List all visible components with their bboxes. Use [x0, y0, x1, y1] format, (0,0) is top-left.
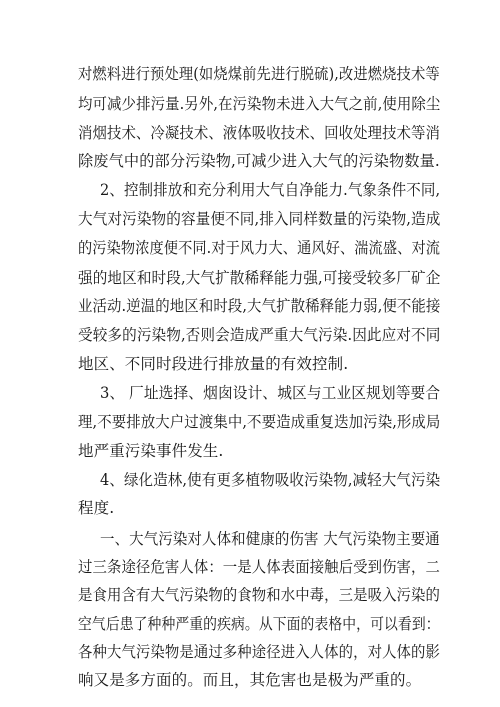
text-line: 地区、不同时段进行排放量的有效控制. [78, 355, 349, 373]
text-line: 4、绿化造林,使有更多植物吸收污染物,减轻大气污染 [100, 471, 441, 489]
text-line: 空气后患了种种严重的疾病。从下面的表格中，可以看到： [78, 615, 440, 633]
text-line: 3、 厂址选择、烟囱设计、城区与工业区规划等要合 [100, 384, 441, 402]
text-line: 除废气中的部分污染物,可减少进入大气的污染物数量. [78, 152, 440, 170]
text-line: 强的地区和时段,大气扩散稀释能力强,可接受较多厂矿企 [78, 269, 441, 287]
text-line: 各种大气污染物是通过多种途径进入人体的，对人体的影 [78, 643, 441, 661]
text-line: 是食用含有大气污染物的食物和水中毒，三是吸入污染的 [78, 586, 441, 604]
text-line: 对燃料进行预处理(如烧煤前先进行脱硫),改进燃烧技术等 [78, 65, 440, 83]
text-line: 2、控制排放和充分利用大气自净能力.气象条件不同, [100, 181, 441, 199]
text-line: 业活动.逆温的地区和时段,大气扩散稀释能力弱,便不能接 [78, 297, 441, 315]
text-line: 大气对污染物的容量便不同,排入同样数量的污染物,造成 [78, 210, 441, 228]
text-line: 地严重污染事件发生. [78, 442, 224, 460]
text-line: 的污染物浓度便不同.对于风力大、通风好、湍流盛、对流 [78, 239, 441, 257]
text-line: 理,不要排放大户过渡集中,不要造成重复迭加污染,形成局 [78, 413, 441, 431]
text-line: 均可减少排污量.另外,在污染物未进入大气之前,使用除尘 [78, 95, 441, 113]
text-line: 受较多的污染物,否则会造成严重大气污染.因此应对不同 [78, 326, 441, 344]
text-line: 消烟技术、冷凝技术、液体吸收技术、回收处理技术等消 [78, 124, 441, 142]
text-line: 程度. [78, 499, 115, 517]
text-line: 过三条途径危害人体：一是人体表面接触后受到伤害，二 [78, 558, 441, 576]
text-line: 响又是多方面的。而且，其危害也是极为严重的。 [78, 671, 422, 689]
text-line: 一、大气污染对人体和健康的伤害 大气污染物主要通 [100, 530, 440, 548]
